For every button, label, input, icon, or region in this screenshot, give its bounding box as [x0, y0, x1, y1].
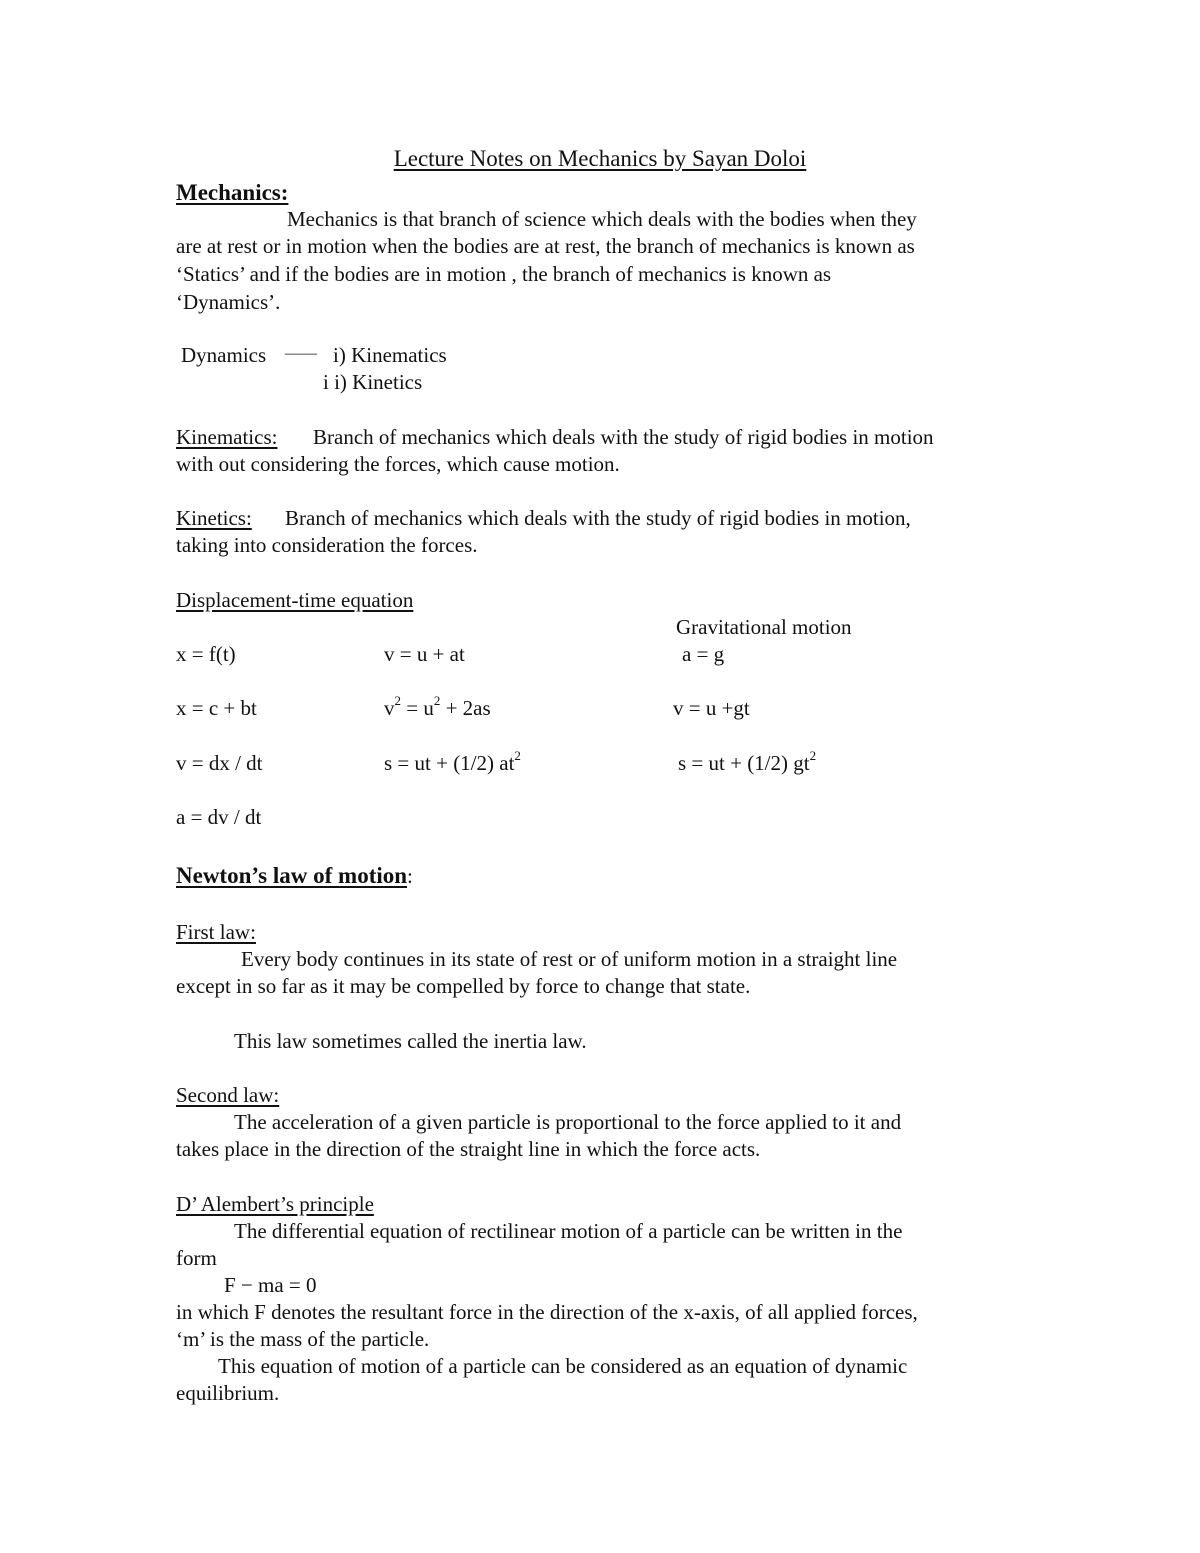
- second-law-term: Second law:: [176, 1083, 280, 1107]
- equation-part: + 2as: [440, 696, 491, 720]
- dynamics-arrow: ——: [285, 345, 317, 362]
- first-law-text: except in so far as it may be compelled by force to change that state.: [176, 974, 751, 998]
- equation: [384, 750, 521, 777]
- page-title: Lecture Notes on Mechanics by Sayan Doloi: [393, 146, 807, 171]
- newton-heading: Newton’s law of motion: [176, 863, 408, 888]
- equations-heading: Displacement-time equation: [176, 588, 414, 612]
- newton-heading-line: [176, 862, 413, 890]
- equation: x = c + bt: [176, 696, 257, 720]
- kinetics-definition: taking into consideration the forces.: [176, 533, 478, 557]
- mechanics-line: ‘Statics’ and if the bodies are in motion , the branch of mechanics is known as: [176, 262, 832, 286]
- superscript: 2: [514, 748, 521, 763]
- equation-part: s = ut + (1/2) gt: [678, 751, 810, 775]
- superscript: 2: [433, 693, 441, 708]
- dalembert-text: ‘m’ is the mass of the particle.: [176, 1327, 430, 1351]
- equation: [384, 695, 491, 722]
- equation: a = dv / dt: [176, 805, 262, 829]
- superscript: 2: [394, 693, 401, 708]
- dynamics-item-kinetics: i i) Kinetics: [323, 370, 423, 394]
- dalembert-text: in which F denotes the resultant force in the direction of the x-axis, of all applied forces,: [176, 1300, 918, 1324]
- dalembert-text: The differential equation of rectilinear motion of a particle can be written in the: [234, 1219, 903, 1243]
- dalembert-text: This equation of motion of a particle can be considered as an equation of dynamic: [218, 1354, 908, 1378]
- dalembert-equation: F − ma = 0: [224, 1273, 317, 1297]
- equation-part: v: [384, 696, 395, 720]
- kinetics-definition: Branch of mechanics which deals with the study of rigid bodies in motion,: [285, 506, 911, 530]
- equation-part: = u: [401, 696, 434, 720]
- superscript: 2: [809, 748, 817, 763]
- dalembert-text: form: [176, 1246, 217, 1270]
- gravitational-heading: Gravitational motion: [676, 615, 852, 639]
- equation: a = g: [682, 642, 725, 666]
- kinetics-term: Kinetics:: [176, 506, 252, 530]
- second-law-text: The acceleration of a given particle is proportional to the force applied to it and: [234, 1110, 902, 1134]
- equation: [678, 750, 816, 777]
- first-law-term: First law:: [176, 920, 256, 944]
- mechanics-line: Mechanics is that branch of science which deals with the bodies when they: [287, 207, 917, 231]
- kinematics-definition: with out considering the forces, which cause motion.: [176, 452, 620, 476]
- equation: v = u + at: [384, 642, 465, 666]
- dynamics-label: Dynamics: [181, 343, 267, 367]
- kinematics-term: Kinematics:: [176, 425, 278, 449]
- first-law-note: This law sometimes called the inertia law.: [234, 1029, 587, 1053]
- dynamics-item-kinematics: i) Kinematics: [333, 343, 447, 367]
- first-law-text: Every body continues in its state of rest or of uniform motion in a straight line: [241, 947, 898, 971]
- mechanics-heading: Mechanics:: [176, 180, 289, 205]
- newton-heading-colon: :: [407, 864, 413, 888]
- equation: v = dx / dt: [176, 751, 263, 775]
- dalembert-term: D’ Alembert’s principle: [176, 1192, 374, 1216]
- kinematics-definition: Branch of mechanics which deals with the study of rigid bodies in motion: [313, 425, 934, 449]
- equation-part: s = ut + (1/2) at: [384, 751, 515, 775]
- second-law-text: takes place in the direction of the straight line in which the force acts.: [176, 1137, 761, 1161]
- equation: v = u +gt: [673, 696, 750, 720]
- equation: x = f(t): [176, 642, 236, 666]
- dalembert-text: equilibrium.: [176, 1381, 280, 1405]
- mechanics-line: ‘Dynamics’.: [176, 290, 281, 314]
- mechanics-line: are at rest or in motion when the bodies are at rest, the branch of mechanics is known as: [176, 234, 915, 258]
